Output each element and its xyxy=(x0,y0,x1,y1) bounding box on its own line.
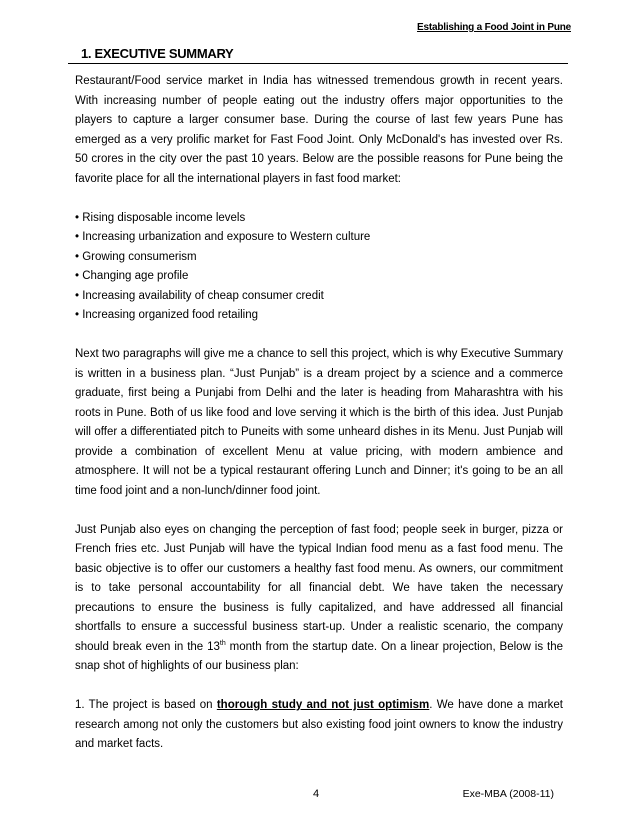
list-item: • Increasing urbanization and exposure to Western culture xyxy=(75,231,371,243)
emphasized-phrase: thorough study and not just optimism xyxy=(216,699,430,711)
list-item: • Growing consumerism xyxy=(75,250,197,263)
point-suffix: . We have done a market research among not only the customers but also existing food joint owners to know the industry and market facts. xyxy=(75,699,563,750)
objectives-paragraph xyxy=(75,521,563,677)
intro-paragraph: Restaurant/Food service market in India has witnessed tremendous growth in recent years. With increasing number of people eating out the industry offers major opportunities to the players to capture a larger consumer base. During the course of last few years Pune has emerged as a very prolific market for Fast Food Joint. Only McDonald's has invested over Rs. 50 crores in the city over the past 10 years. Below are the possible reasons for Pune being the favorite place for all the international players in fast food market: xyxy=(75,75,563,185)
section-title: 1. EXECUTIVE SUMMARY xyxy=(68,46,568,64)
reasons-list xyxy=(75,209,563,326)
footer-course: Exe-MBA (2008-11) xyxy=(462,788,554,800)
highlight-point-1 xyxy=(75,696,563,755)
ordinal-superscript: th xyxy=(219,639,226,647)
list-item: • Rising disposable income levels xyxy=(75,211,246,224)
body-text xyxy=(75,72,563,774)
executive-pitch-paragraph: Next two paragraphs will give me a chance to sell this project, which is why Executive Summary is written in a business plan. “Just Punjab” is a dream project by a science and a commerce graduate, first being a Punjabi from Delhi and the later is heading from Maharashtra with his roots in Pune. Both of us like food and love serving it which is the birth of this idea. Just Punjab will offer a differentiated pitch to Puneits with some unheard dishes in its Menu. Just Punjab will provide a combination of excellent Menu at value pricing, with modern ambience and atmosphere. It will not be a typical restaurant offering Lunch and Dinner; it's going to be an all time food joint and a non-lunch/dinner food joint. xyxy=(75,348,563,497)
objectives-text-end: month from the startup date. On a linear projection, Below is the snap shot of highlights of our business plan: xyxy=(75,640,564,672)
list-item: • Increasing availability of cheap consumer credit xyxy=(75,289,324,302)
objectives-text: Just Punjab also eyes on changing the perception of fast food; people seek in burger, pizza or French fries etc. Just Punjab will have the typical Indian food menu as a fast food menu. The basic objective is to offer our customers a healthy fast food menu. As owners, our commitment is to take personal accountability for all financial debt. We have taken the necessary precautions to ensure the business is fully capitalized, and have addressed all financial shortfalls to ensure a successful business start-up. Under a realistic scenario, the company should break even in the 13 xyxy=(75,523,563,653)
list-item: • Changing age profile xyxy=(75,270,189,282)
running-header: Establishing a Food Joint in Pune xyxy=(417,22,571,33)
list-item: • Increasing organized food retailing xyxy=(75,309,259,321)
point-prefix: 1. The project is based on xyxy=(75,699,217,711)
page-number: 4 xyxy=(313,788,320,800)
